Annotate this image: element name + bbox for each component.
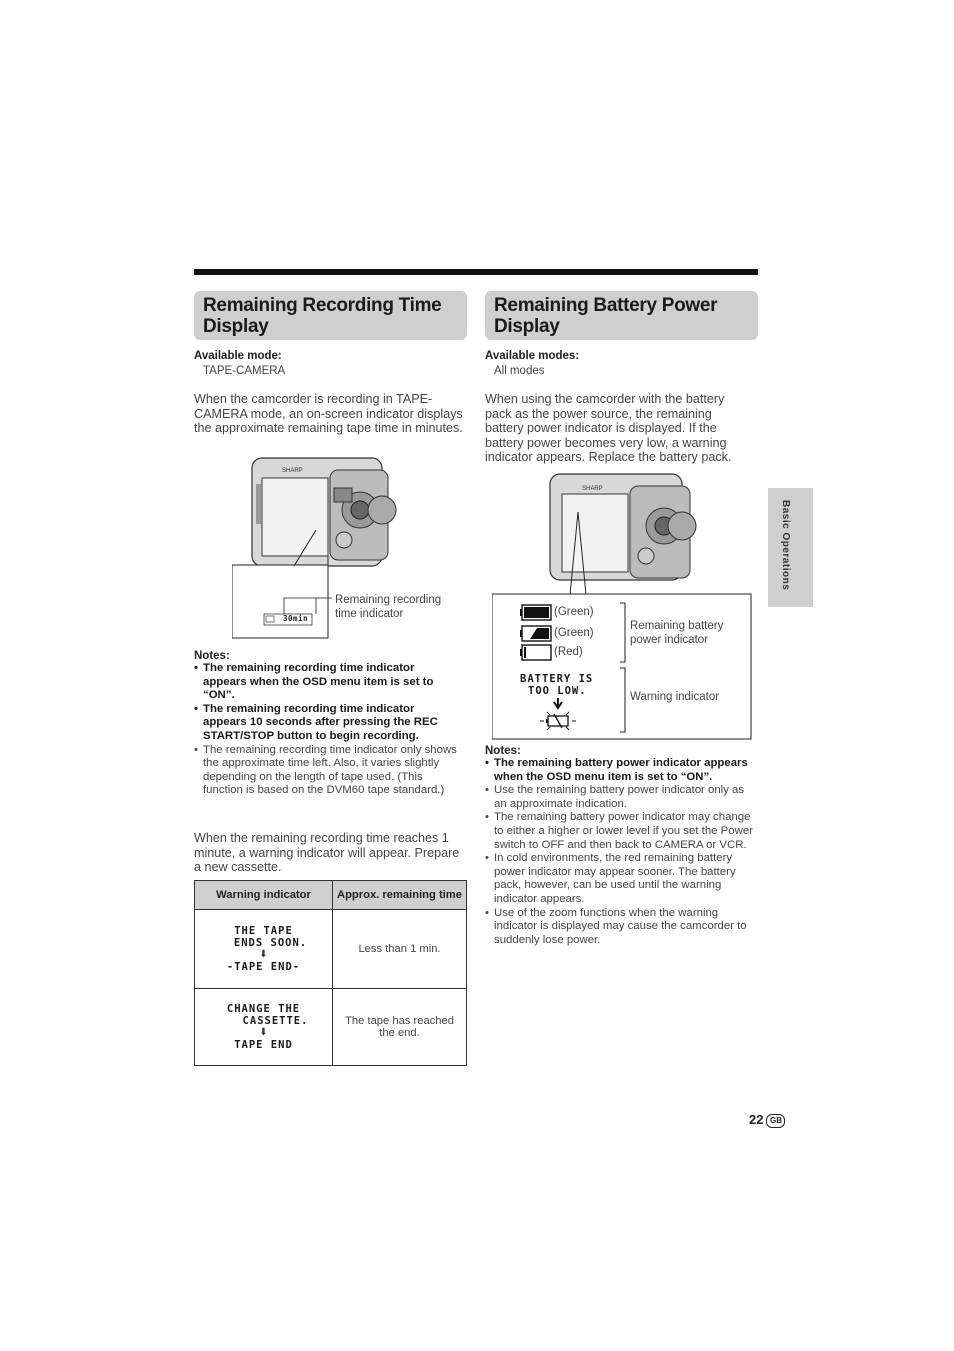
table-row [195, 910, 467, 989]
section-title-battery: Remaining Battery Power Display [485, 291, 758, 340]
remaining-battery-label: Remaining battery power indicator [630, 620, 724, 646]
table-row [195, 989, 467, 1066]
notes-battery [485, 745, 757, 947]
intro-paragraph: When the camcorder is recording in TAPE-CAMERA mode, an on-screen indicator displays the approximate remaining tape time in minutes. [194, 392, 463, 436]
svg-text:SHARP: SHARP [582, 486, 603, 492]
time-cell: The tape has reached the end. [333, 989, 467, 1066]
arrow-down-icon: ⬇ [259, 949, 268, 960]
recording-time-readout: 30min [283, 614, 309, 623]
notes-title: Notes: [485, 745, 521, 757]
available-modes-value: All modes [494, 365, 545, 377]
battery-intro: When using the camcorder with the battery pack as the power source, the remaining battery power indicator is displayed. If the battery power becomes very low, a warning indicator appears. Replace the battery pack. [485, 392, 732, 465]
note-item: • Use the remaining battery power indicator only as an approximate indication. [485, 784, 757, 811]
note-item: • The remaining recording time indicator only shows the approximate time left. Also, it varies slightly depending on the length of tape used. (This function is based on the DVM60 tape standard.) [194, 744, 459, 798]
page-number [749, 1112, 785, 1128]
osd-line: TAPE END [234, 1039, 293, 1051]
section-title-recording-time: Remaining Recording Time Display [194, 291, 467, 340]
available-mode-label: Available mode: [194, 350, 282, 362]
arrow-down-icon: ⬇ [259, 1027, 268, 1038]
osd-line: ENDS SOON. [233, 937, 308, 949]
note-item: • The remaining recording time indicator appears 10 seconds after pressing the REC START/STOP button to begin recording. [194, 703, 459, 744]
available-modes-label: Available modes: [485, 350, 580, 362]
note-item: • In cold environments, the red remaining battery power indicator may appear sooner. The battery pack, however, can be used until the warning indicator appears. [485, 852, 757, 906]
osd-line: CASSETTE. [242, 1015, 309, 1027]
note-item: • The remaining battery power indicator may change to either a higher or lower level if you set the Power switch to OFF and then back to CAMERA or VCR. [485, 811, 757, 852]
table-header-time: Approx. remaining time [333, 881, 467, 910]
battery-warning-line1: BATTERY IS [520, 673, 594, 685]
warning-paragraph: When the remaining recording time reaches 1 minute, a warning indicator will appear. Prepare a new cassette. [194, 831, 460, 875]
warning-table [194, 880, 467, 1066]
tape-end-blinking: -TAPE END- [226, 961, 301, 973]
side-tab [768, 488, 813, 607]
language-badge: GB [766, 1114, 785, 1128]
svg-text:SHARP: SHARP [282, 468, 303, 474]
warning-cell [195, 910, 333, 989]
available-mode-value: TAPE-CAMERA [203, 365, 286, 377]
top-rule [194, 269, 758, 275]
note-item: • The remaining battery power indicator appears when the OSD menu item is set to “ON”. [485, 757, 757, 784]
osd-line: CHANGE THE [226, 1003, 301, 1015]
battery-warning-line2: TOO LOW. [528, 685, 587, 697]
battery-level-label: (Green) [554, 627, 594, 639]
notes-recording [194, 650, 459, 798]
battery-level-label: (Green) [554, 606, 594, 618]
table-header-warning: Warning indicator [195, 881, 333, 910]
camcorder-figure-battery [492, 470, 752, 740]
warning-cell [195, 989, 333, 1066]
note-item: • The remaining recording time indicator appears when the OSD menu item is set to “ON”. [194, 662, 459, 703]
side-tab-label: Basic Operations [780, 500, 791, 591]
time-cell: Less than 1 min. [333, 910, 467, 989]
notes-title: Notes: [194, 650, 230, 662]
recording-indicator-label: Remaining recording time indicator [335, 594, 442, 620]
osd-line: THE TAPE [234, 925, 293, 937]
warning-indicator-label: Warning indicator [630, 691, 720, 703]
note-item: • Use of the zoom functions when the warning indicator is displayed may cause the camcorder to suddenly lose power. [485, 907, 757, 948]
battery-level-label: (Red) [554, 646, 583, 658]
camcorder-figure-recording [232, 450, 472, 640]
page-number-value: 22 [749, 1112, 764, 1127]
